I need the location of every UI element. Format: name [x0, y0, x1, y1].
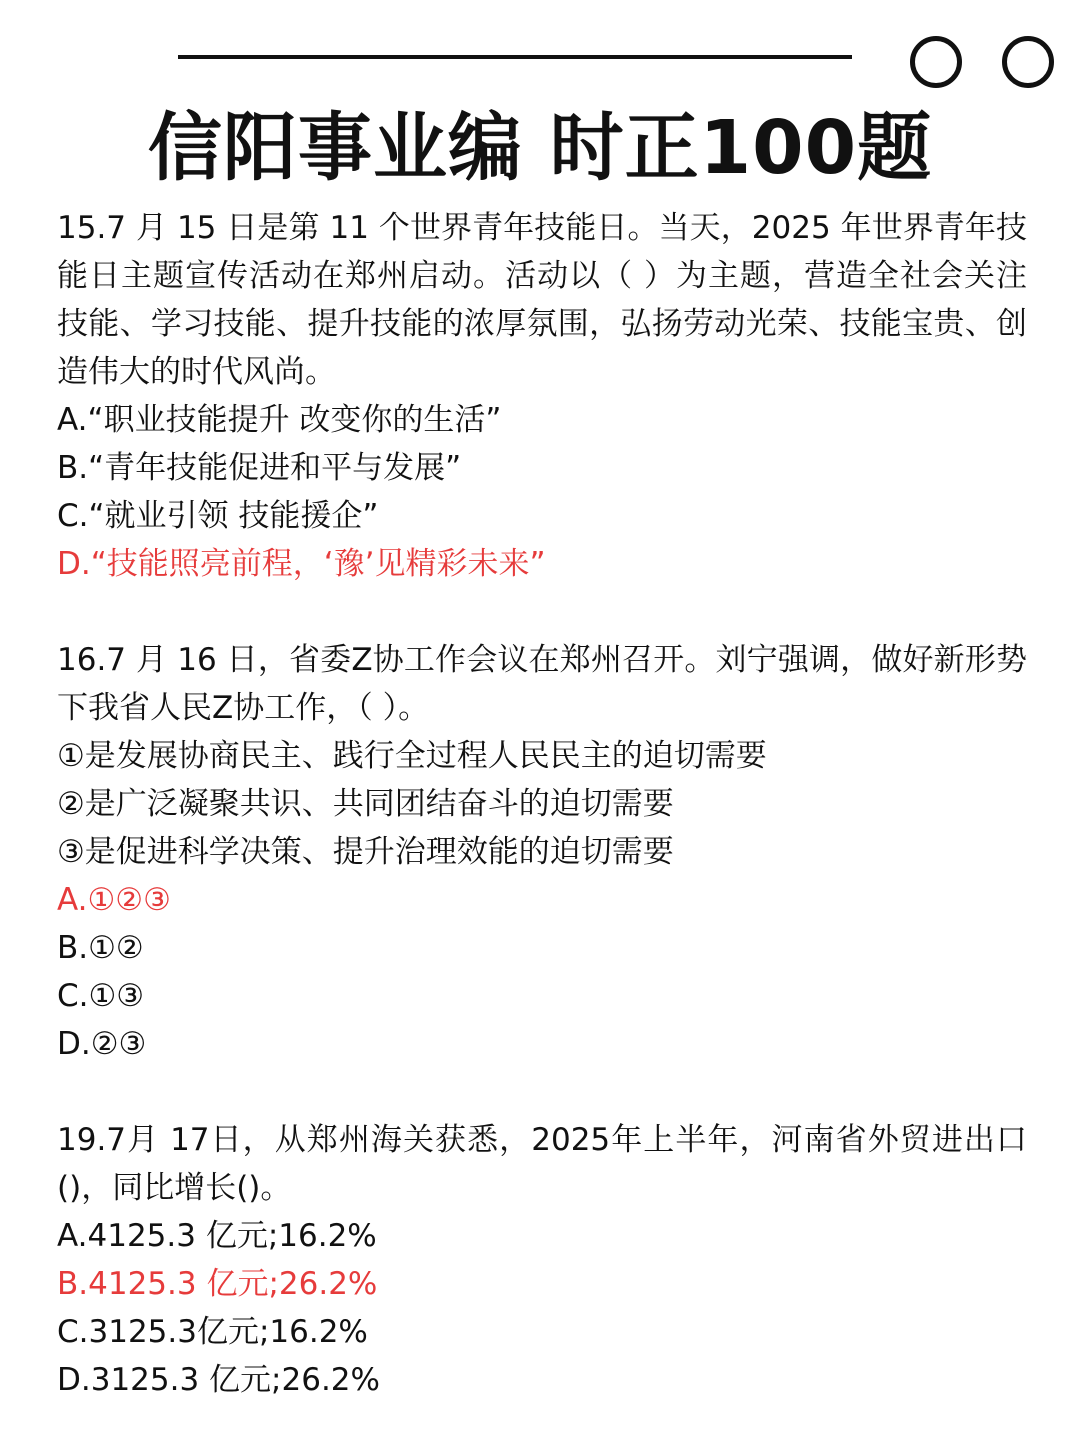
statement-2: ②是广泛凝聚共识、共同团结奋斗的迫切需要: [57, 786, 674, 822]
circle-icon: [1002, 36, 1054, 88]
option-b: B.“青年技能促进和平与发展”: [57, 450, 462, 486]
option-d-correct: D.“技能照亮前程，‘豫’见精彩未来”: [57, 546, 546, 582]
question-19: [57, 1116, 1027, 1404]
question-15: [57, 204, 1027, 588]
top-rule-line: [178, 55, 852, 59]
option-b: B.①②: [57, 930, 144, 966]
statement-3: ③是促进科学决策、提升治理效能的迫切需要: [57, 834, 674, 870]
question-stem: 16.7 月 16 日，省委Z协工作会议在郑州召开。刘宁强调，做好新形势下我省人民Z协工作，（ ）。: [57, 642, 1027, 726]
option-d: D.②③: [57, 1026, 147, 1062]
option-b-correct: B.4125.3 亿元;26.2%: [57, 1266, 378, 1302]
question-list: [57, 204, 1027, 1404]
question-stem: 15.7 月 15 日是第 11 个世界青年技能日。当天，2025 年世界青年技能日主题宣传活动在郑州启动。活动以（ ）为主题，营造全社会关注技能、学习技能、提升技能的浓厚氛围，弘扬劳动光荣、技能宝贵、创造伟大的时代风尚。: [57, 210, 1027, 390]
option-a-correct: A.①②③: [57, 882, 171, 918]
option-c: C.①③: [57, 978, 145, 1014]
option-a: A.4125.3 亿元;16.2%: [57, 1218, 377, 1254]
question-16: [57, 636, 1027, 1068]
circle-icon: [910, 36, 962, 88]
option-d: D.3125.3 亿元;26.2%: [57, 1362, 380, 1398]
option-c: C.“就业引领 技能援企”: [57, 498, 379, 534]
option-c: C.3125.3亿元;16.2%: [57, 1314, 368, 1350]
question-stem: 19.7月 17日，从郑州海关获悉，2025年上半年，河南省外贸进出口()，同比增长()。: [57, 1122, 1027, 1206]
spacer: [57, 588, 1027, 636]
page-title: 信阳事业编 时正100题: [147, 105, 933, 191]
spacer: [57, 1068, 1027, 1116]
option-a: A.“职业技能提升 改变你的生活”: [57, 402, 502, 438]
statement-1: ①是发展协商民主、践行全过程人民民主的迫切需要: [57, 738, 767, 774]
